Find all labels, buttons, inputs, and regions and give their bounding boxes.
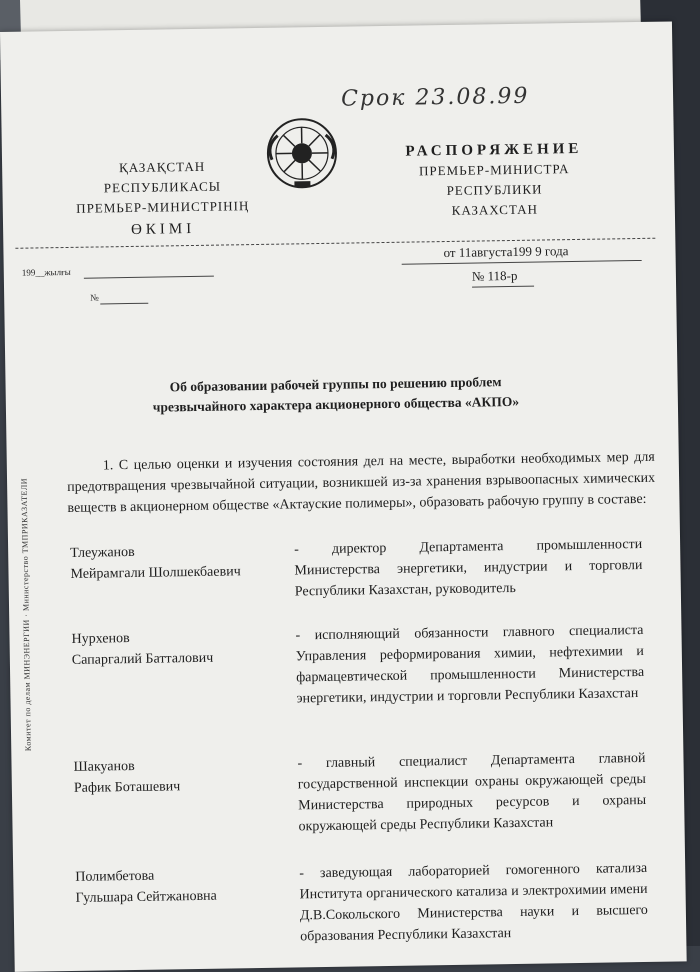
document-date: от 11августа199 9 года <box>443 243 568 261</box>
title-line: Об образовании рабочей группы по решению проблем <box>105 371 565 398</box>
member-role: - главный специалист Департамента главной государственной инспекции охраны окружающей среды Министерства природных ресурсов и охраны окружающей среды Республики Казахстан <box>297 748 646 837</box>
number-underline <box>472 286 534 288</box>
member-role: - директор Департамента промышленности Министерства энергетики, индустрии и торговли Республики Казахстан, руководитель <box>294 534 643 602</box>
kz-date-line <box>84 276 214 279</box>
side-stamp: Комитет по делам МИНЭНЕРГИИ · Министерство ТМПРИКАЗАТЕЛИ <box>18 361 33 751</box>
member-role: - заведующая лабораторией гомогенного катализа Института органического катализа и электрохимии имени Д.В.Сокольского Министерства науки и высшего образования Республики Казахстан <box>299 858 648 947</box>
kz-number-line <box>100 303 148 305</box>
document-page <box>0 21 687 971</box>
document-title <box>105 371 566 418</box>
member-role: - исполняющий обязанности главного специалиста Управления реформирования химии, нефтехимии и фармацевтической промышленности Министерства энергетики, индустрии и торговли Республики Казахстан <box>295 620 644 709</box>
member-entry <box>70 533 680 543</box>
member-surname: Полимбетова <box>75 863 295 887</box>
member-surname: Шакуанов <box>73 753 293 777</box>
member-entry <box>75 857 685 867</box>
kz-header-line: ҚАЗАҚСТАН <box>62 156 262 179</box>
kz-header-line: ӨКІМІ <box>63 218 263 241</box>
member-given-names: Сапаргалий Батталович <box>72 646 292 670</box>
kz-date-label: 199__жылғы <box>22 267 71 278</box>
member-given-names: Мейрамгали Шолшекбаевич <box>70 561 290 585</box>
ru-header-line: РАСПОРЯЖЕНИЕ <box>374 138 614 162</box>
member-name <box>75 863 296 908</box>
title-line: чрезвычайного характера акционерного общества «АКПО» <box>106 391 566 418</box>
member-name <box>71 625 292 670</box>
ru-header-line: РЕСПУБЛИКИ <box>374 178 614 202</box>
member-given-names: Рафик Боташевич <box>74 774 294 798</box>
date-underline <box>402 260 642 265</box>
state-emblem-icon <box>263 115 340 192</box>
member-entry <box>73 747 683 757</box>
kz-header <box>62 156 263 241</box>
ru-header-line: КАЗАХСТАН <box>375 198 615 222</box>
ru-header <box>374 138 615 222</box>
member-name <box>73 753 294 798</box>
member-surname: Нурхенов <box>71 625 291 649</box>
kz-header-line: РЕСПУБЛИКАСЫ <box>62 176 262 199</box>
member-surname: Тлеужанов <box>70 540 290 564</box>
document-number: № 118-р <box>472 268 518 285</box>
member-name <box>70 540 291 585</box>
member-entry <box>71 619 681 629</box>
paragraph-1: 1. С целью оценки и изучения состояния дел на месте, выработки необходимых мер для предотвращения чрезвычайной ситуации, возникшей из-за хранения взрывоопасных химических веществ в акционерном обществе «Актауские полимеры», образовать рабочую группу в составе: <box>67 447 656 519</box>
member-given-names: Гульшара Сейтжановна <box>75 884 295 908</box>
handwritten-note: Срок 23.08.99 <box>341 84 530 112</box>
ru-header-line: ПРЕМЬЕР-МИНИСТРА <box>374 158 614 182</box>
kz-number-label: № <box>90 292 99 302</box>
kz-header-line: ПРЕМЬЕР-МИНИСТРІНІҢ <box>63 196 263 219</box>
